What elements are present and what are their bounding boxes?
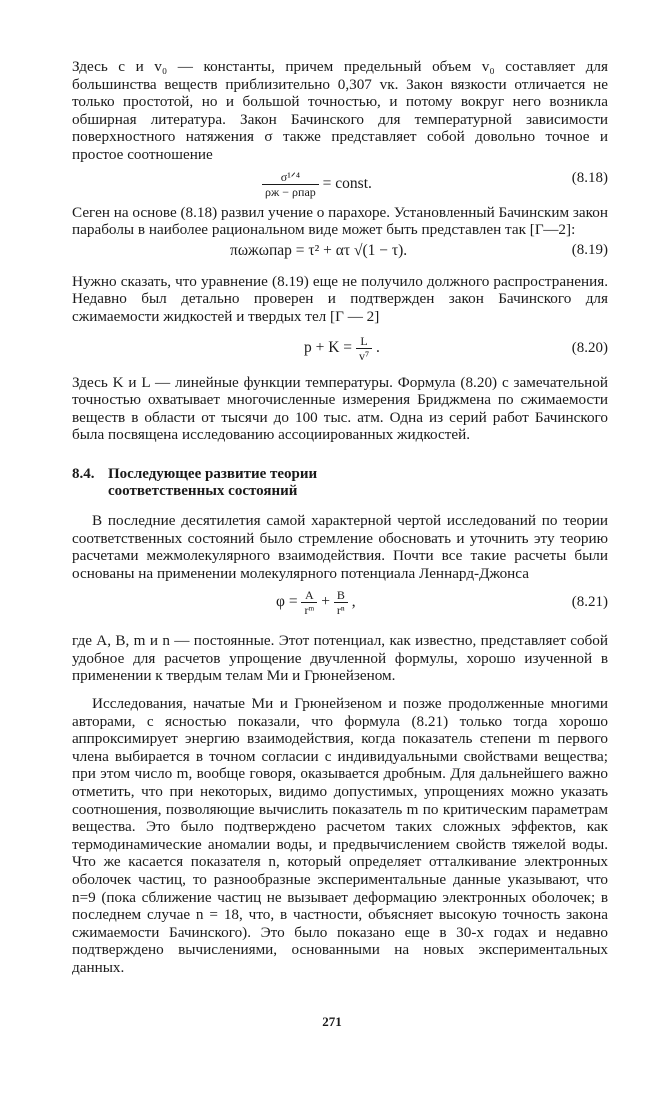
fraction-denominator: rⁿ (336, 603, 345, 618)
formula-8-19: πωжωпар = τ² + ατ √(1 − τ). (230, 241, 408, 259)
paragraph-lennard-jones: В последние десятилетия самой характерной чертой исследований по теории соответственных состояний было стремление обосновать и уточнить эту теорию расчетами межмолекулярного взаимодействия. Почти все такие расчеты были основаны на применении молекулярного потенциала Леннард-Джонса (72, 511, 608, 582)
paragraph-parachor: Сеген на основе (8.18) развил учение о парахоре. Установленный Бачинским закон параболы в наиболее рациональном виде может быть представлен так [Г—2]: (72, 203, 608, 239)
paragraph-mie-gruneisen: Исследования, начатые Ми и Грюнейзеном и позже продолженные многими авторами, с ясностью показали, что формула (8.21) только тогда хорошо аппроксимирует энергию взаимодействия, когда показатель степени m первого члена выбирается в точном согласии с индивидуальными свойствами вещества; при этом число m, вообще говоря, оказывается дробным. Для дальнейшего важно отметить, что при некоторых, видимо допустимых, упрощениях можно указать соотношения, позволяющие вычислить показатель m по критическим параметрам вещества. Это было подтверждено расчетом таких сложных эффектов, как термодинамические аномалии воды, и предвычислением свойств тяжелой воды. Что же касается показателя n, который определяет отталкивание электронных оболочек частиц, то разнообразные экспериментальные данные указывают, что n=9 (пока сближение частиц не вызывает деформацию электронных оболочек; в последнем случае n = 18, что, в частности, объясняет высокую точность закона сжимаемости Бачинского). Это было показано еще в 30-х годах и недавно подтверждено вычислениями, основанными на новых экспериментальных данных. (72, 695, 608, 976)
equation-8-19 (72, 239, 608, 265)
fraction-numerator: B (334, 588, 348, 603)
paragraph-bridgman: Здесь K и L — линейные функции температуры. Формула (8.20) с замечательной точностью охватывает многочисленные измерения Бриджмена по сжимаемости веществ в области от тысячи до 100 тыс. атм. Одна из серий работ Бачинского была посвящена исследованию ассоциированных жидкостей. (72, 373, 608, 444)
section-heading (72, 466, 608, 500)
paragraph-constants: где A, B, m и n — постоянные. Этот потенциал, как известно, представляет собой удобное для расчетов упрощение двучленной формулы, хорошо изученной в применении к твердым телам Ми и Грюнейзеном. (72, 632, 608, 685)
equation-lhs: φ = (276, 593, 298, 611)
fraction-8-20 (356, 334, 372, 363)
equation-number: (8.20) (571, 339, 608, 356)
fraction-denominator: v⁷ (358, 348, 370, 363)
formula-8-18 (262, 170, 372, 199)
equation-number: (8.18) (571, 169, 608, 186)
equation-8-21 (72, 582, 608, 624)
equation-rhs: . (376, 338, 380, 356)
fraction-denominator: ρж − ρпар (265, 184, 316, 199)
equation-8-20 (72, 326, 608, 366)
section-title-line1: Последующее развитие теории (108, 465, 318, 482)
fraction-numerator: L (356, 334, 372, 349)
paragraph-bachinsky-viscosity: Здесь c и v₀ — константы, причем предельный объем v₀ составляет для большинства веществ приблизительно 0,307 vк. Закон вязкости отличается не только простотой, но и большой точностью, и потому вокруг него возникла обширная литература. Закон Бачинского для температурной зависимости поверхностного натяжения σ также представляет собой довольно точное и простое соотношение (72, 58, 608, 163)
section-title-line2: соответственных состояний (108, 482, 298, 499)
equation-lhs: p + K = (304, 338, 353, 356)
formula-8-21 (276, 588, 356, 617)
fraction-8-18 (262, 170, 319, 199)
section-number: 8.4. (72, 465, 95, 482)
fraction-b (334, 588, 348, 617)
equation-number: (8.19) (571, 241, 608, 258)
book-page (72, 58, 608, 977)
paragraph-compressibility: Нужно сказать, что уравнение (8.19) еще не получило должного распространения. Недавно был детально проверен и подтвержден закон Бачинского для сжимаемости жидкостей и твердых тел [Г — 2] (72, 272, 608, 325)
fraction-a (301, 588, 317, 617)
plus-sign: + (321, 593, 330, 611)
fraction-numerator: A (301, 588, 317, 603)
formula-8-20 (304, 334, 380, 363)
page-number: 271 (322, 1014, 342, 1029)
equation-8-18 (72, 164, 608, 199)
fraction-denominator: rᵐ (304, 603, 315, 618)
equation-number: (8.21) (571, 594, 608, 611)
fraction-numerator: σ¹ᐟ⁴ (262, 170, 319, 185)
equation-rhs: , (351, 593, 356, 611)
equation-rhs: = const. (322, 174, 372, 192)
